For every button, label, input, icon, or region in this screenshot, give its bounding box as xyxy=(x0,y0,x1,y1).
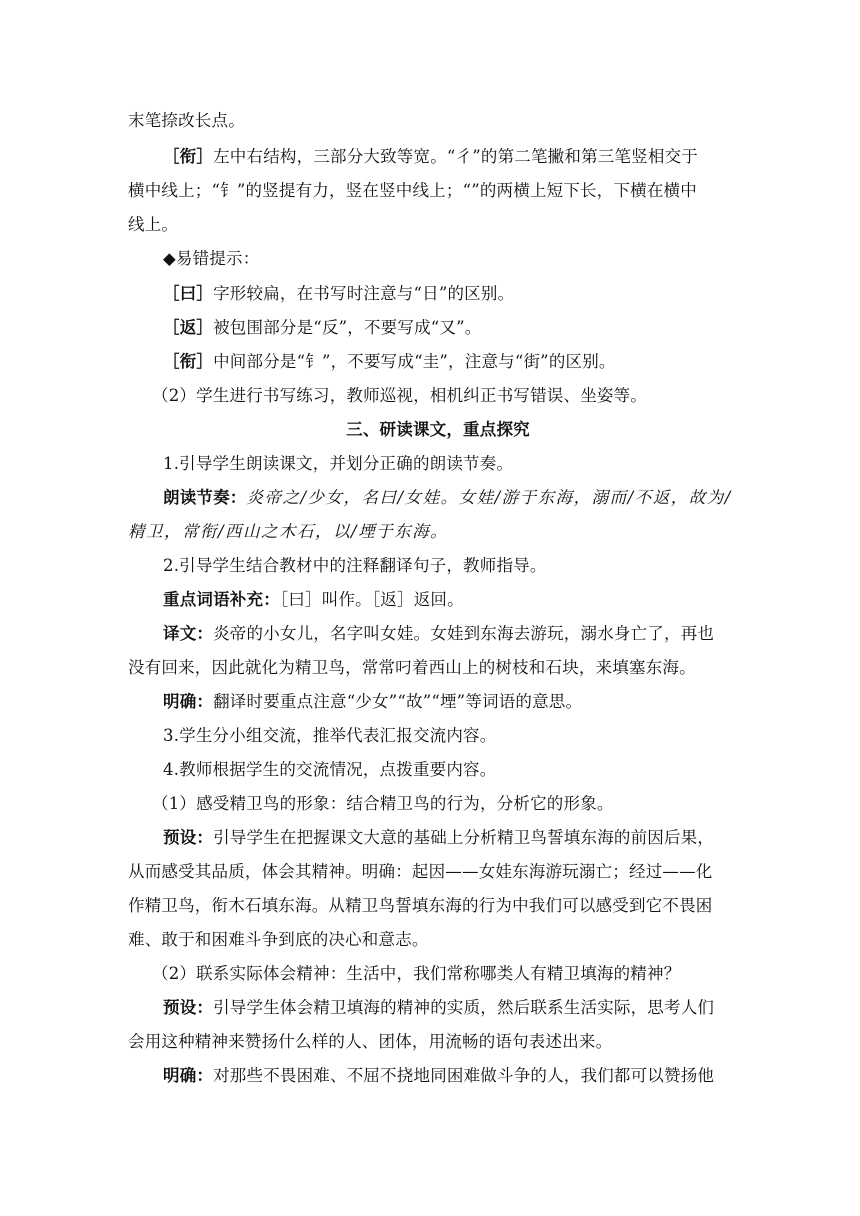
text-line: 末笔捺改长点。 xyxy=(128,111,245,130)
text-line: 线上。 xyxy=(128,215,179,234)
text-line: 1.引导学生朗读课文，并划分正确的朗读节奏。 xyxy=(163,454,514,473)
char-label: ［衔］ xyxy=(163,352,214,371)
line-text: 炎帝之/少女，名曰/女娃。女娃/游于东海，溺而/不返，故为/ xyxy=(246,488,732,507)
line-text: 被包围部分是“反”，不要写成“又”。 xyxy=(213,318,482,337)
bold-label: 译文： xyxy=(163,624,214,643)
line-text: 翻译时要重点注意“少女”“故”“堙”等词语的意思。 xyxy=(213,692,583,711)
text-line: （2）学生进行书写练习，教师巡视，相机纠正书写错误、坐姿等。 xyxy=(152,386,647,405)
line-text: 引导学生体会精卫填海的精神的实质，然后联系生活实际，思考人们 xyxy=(213,998,715,1017)
line-text: ［曰］叫作。［返］返回。 xyxy=(279,590,464,609)
text-line xyxy=(163,826,748,850)
section-heading: 三、研读课文，重点探究 xyxy=(346,420,530,439)
char-label: ［返］ xyxy=(163,318,214,337)
text-line: 作精卫鸟，衔木石填东海。从精卫鸟誓填东海的行为中我们可以感受到它不畏困 xyxy=(128,896,713,915)
line-text: 引导学生在把握课文大意的基础上分析精卫鸟誓填东海的前因后果， xyxy=(213,828,715,847)
text-line: 难、敢于和困难斗争到底的决心和意志。 xyxy=(128,930,429,949)
text-line: 会用这种精神来赞扬什么样的人、团体，用流畅的语句表述出来。 xyxy=(128,1032,613,1051)
text-line xyxy=(163,282,748,306)
text-line xyxy=(163,350,748,374)
bold-label: 预设： xyxy=(163,998,214,1017)
text-line: 4.教师根据学生的交流情况，点拨重要内容。 xyxy=(163,760,497,779)
line-text: 对那些不畏困难、不屈不挠地同困难做斗争的人，我们都可以赞扬他 xyxy=(213,1066,715,1085)
text-line: （2）联系实际体会精神：生活中，我们常称哪类人有精卫填海的精神？ xyxy=(152,964,681,983)
line-text: 左中右结构，三部分大致等宽。“彳”的第二笔撇和第三笔竖相交于 xyxy=(213,147,698,166)
text-line: 精卫，常衔/西山之木石，以/堙于东海。 xyxy=(128,522,449,541)
text-line xyxy=(163,486,748,510)
text-line xyxy=(163,588,748,612)
text-line xyxy=(163,622,748,646)
text-line: （1）感受精卫鸟的形象：结合精卫鸟的行为，分析它的形象。 xyxy=(152,794,614,813)
bold-label: 朗读节奏： xyxy=(163,488,247,507)
bold-label: 预设： xyxy=(163,828,214,847)
text-line: 没有回来，因此就化为精卫鸟，常常叼着西山上的树枝和石块，来填塞东海。 xyxy=(128,658,696,677)
text-line xyxy=(163,996,748,1020)
line-text: 中间部分是“钅”，不要写成“圭”，注意与“街”的区别。 xyxy=(213,352,616,371)
text-line xyxy=(163,145,748,169)
text-line: 3.学生分小组交流，推举代表汇报交流内容。 xyxy=(163,726,497,745)
text-line xyxy=(163,1064,748,1088)
line-text: 字形较扁，在书写时注意与“日”的区别。 xyxy=(213,284,515,303)
text-line: ◆易错提示： xyxy=(163,249,260,268)
char-label: ［曰］ xyxy=(163,284,214,303)
bold-label: 重点词语补充： xyxy=(163,590,280,609)
bold-label: 明确： xyxy=(163,1066,214,1085)
char-label: ［衔］ xyxy=(163,147,214,166)
text-line: 从而感受其品质，体会其精神。明确：起因——女娃东海游玩溺亡；经过——化 xyxy=(128,862,713,881)
text-line xyxy=(163,690,748,714)
text-line: 横中线上；“钅”的竖提有力，竖在竖中线上；“”的两横上短下长，下横在横中 xyxy=(128,181,697,200)
text-line xyxy=(163,316,748,340)
line-text: 炎帝的小女儿，名字叫女娃。女娃到东海去游玩，溺水身亡了，再也 xyxy=(213,624,715,643)
bold-label: 明确： xyxy=(163,692,214,711)
text-line: 2.引导学生结合教材中的注释翻译句子，教师指导。 xyxy=(163,556,547,575)
